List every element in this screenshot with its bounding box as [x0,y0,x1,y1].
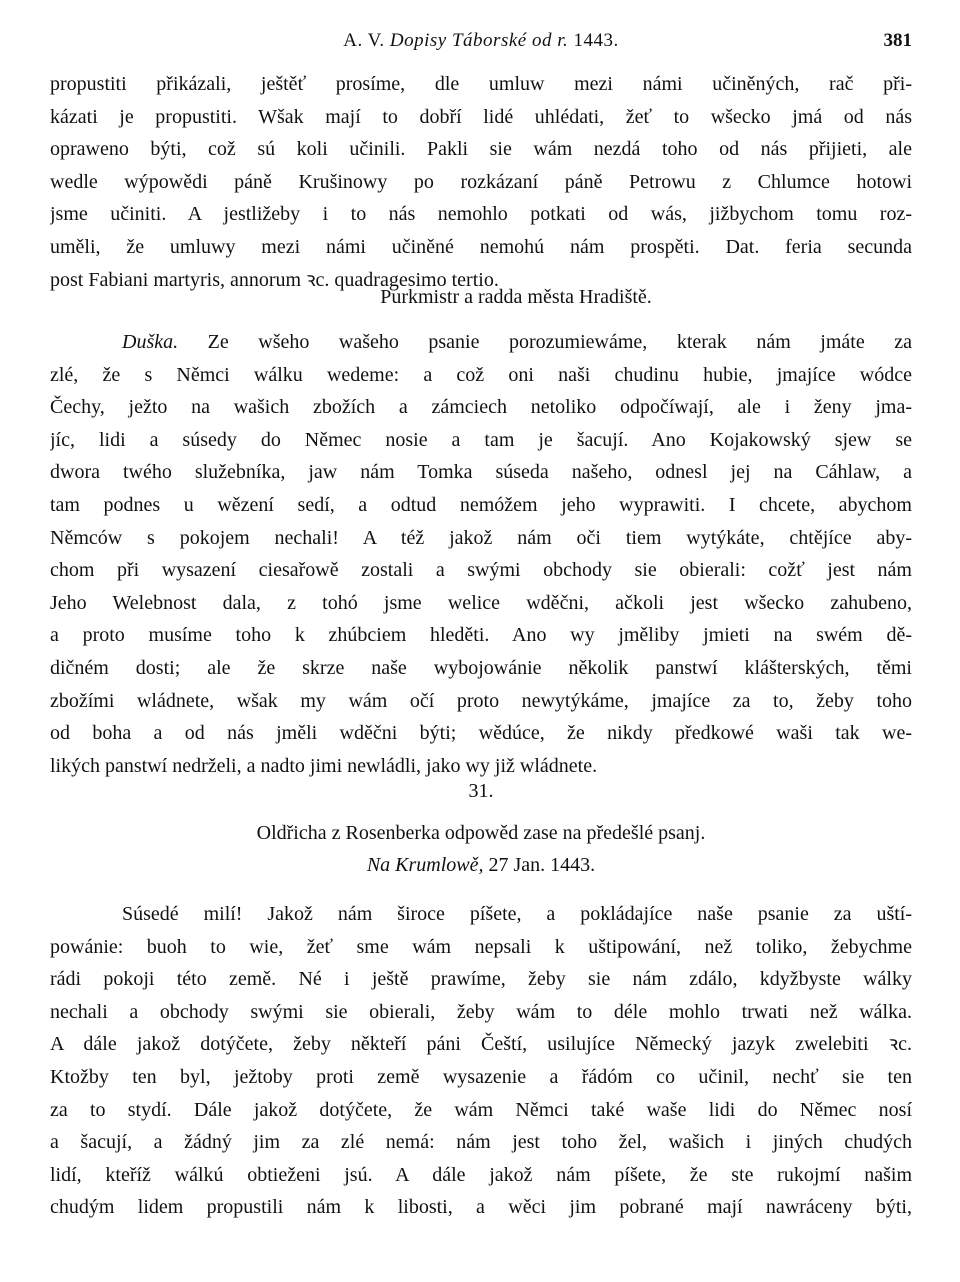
letter-2-first-line-text: Ze wšeho wašeho psanie porozumiewáme, kterak nám jmáte za [207,331,912,353]
text-line: Němców s pokojem nechali! A též jakož nám oči tiem wytýkáte, chtějíce aby- [50,526,912,549]
text-line: a proto musíme toho k zhúbciem hleděti. Ano wy jměliby jmieti na swém dě- [50,624,912,647]
section-place: Na Krumlowě, [366,854,484,876]
text-line: jsme učiniti. A jestližeby i to nás nemohlo potkati od wás, jižbychom tomu roz- [50,203,912,226]
text-line: dwora twého služebníka, jaw nám Tomka súseda našeho, odnesl jej na Cáhlaw, a [50,461,912,484]
text-line: jíc, lidi a súsedy do Němec nosie a tam je šacují. Ano Kojakowský sjew se [50,428,912,451]
text-line: powánie: buoh to wie, žeť sme wám nepsali k uštipowání, než toliko, žebychme [50,935,912,958]
letter-2-first-line [50,326,912,359]
running-title-text: Dopisy Táborské od r. [389,30,569,51]
text-line: Súsedé milí! Jakož nám široce píšete, a pokládajíce naše psanie za uští- [122,903,912,925]
running-header [50,30,912,60]
text-line: za to stydí. Dále jakož dotýčete, že wám Němci také waše lidi do Němec nosí [50,1098,912,1121]
text-line: wedle wýpowědi páně Krušinowy po rozkázaní páně Petrowu z Chlumce hotowi [50,170,912,193]
text-line: kázati je propustiti. Wšak mají to dobří lidé uhlédati, žeť to wšecko jmá od nás [50,105,912,128]
text-line: Jeho Welebnost dala, z tohó jsme welice wděčni, ačkoli jest wšecko zahubeno, [50,591,912,614]
section-number: 31. [468,780,494,802]
text-line: a šacují, a žádný jim za zlé nemá: nám jest toho žel, wašich i jiných chudých [50,1131,912,1154]
text-line: uměli, že umluwy mezi námi učiněné nemohú nám prospěti. Dat. feria secunda [50,235,912,258]
text-line: tam podnes u wězení sedí, a odtud nemóžem jeho wyprawiti. I chcete, abychom [50,493,912,516]
text-line: zlé, že s Němci wálku wedeme: a což oni naši chudinu hubie, jmajíce wódce [50,363,912,386]
text-line: post Fabiani martyris, annorum ꝛc. quadragesimo tertio. [50,268,499,291]
letter-3-body [50,898,912,1224]
text-line: Čechy, ježto na wašich zbožích a zámciech netoliko odpočíwají, ale i ženy jma- [50,396,912,419]
text-line: od boha a od nás jměli wděčni býti; wědúce, že nikdy předkowé waši tak we- [50,722,912,745]
text-line: likých panstwí nedrželi, a nadto jimi newládli, jako wy již wládnete. [50,754,598,777]
running-year: 1443. [573,30,619,51]
letter-1-body [50,68,912,296]
running-title [50,30,912,52]
text-line: nechali a obchody swými sie obierali, žeby wám to déle mohlo trwati než wálka. [50,1000,912,1023]
text-line: rádi pokoji této země. Né i ještě prawíme, žeby sie nám zdálo, kdyžbyste wálky [50,968,912,991]
section-date: 27 Jan. 1443. [488,854,596,876]
letter-1-signature: Purkmistr a radda města Hradiště. [380,286,652,308]
text-line: lidí, kteříž wálkú obtieženi jsú. A dále jakož nám píšete, že ste rukojmí našim [50,1163,912,1186]
text-line: chudým lidem propustili nám k libosti, a wěci jim pobrané mají nawráceny býti, [50,1196,912,1219]
running-prefix: A. V. [343,30,385,51]
text-line: propustiti přikázali, ještěť prosíme, dle umluw mezi námi učiněných, rač při- [50,73,912,95]
text-line: opraweno býti, což sú koli učinili. Pakli sie wám nezdá toho od nás přijieti, ale [50,138,912,161]
section-title: Oldřicha z Rosenberka odpowěd zase na předešlé psanj. [256,822,706,844]
page-number: 381 [883,30,912,51]
letter-2-lead: Duška. [122,331,179,353]
text-line: zbožími wládnete, wšak my wám očí proto newytýkáme, jmajíce za to, žeby toho [50,689,912,712]
text-line: dičném dosti; ale že skrze naše wybojowánie několik panstwí klášterských, těmi [50,656,912,679]
letter-2-body [50,326,912,782]
text-line: chom při wysazení ciesařowě zostali a swými obchody sie obierali: cožť jest nám [50,559,912,582]
text-line: A dále jakož dotýčete, žeby někteří páni Čeští, usilujíce Německý jazyk zwelebiti ꝛc. [50,1033,912,1056]
text-line: Ktožby ten byl, ježtoby proti země wysazenie a řádóm co učinil, nechť sie ten [50,1065,912,1088]
section-dateline [50,854,912,877]
